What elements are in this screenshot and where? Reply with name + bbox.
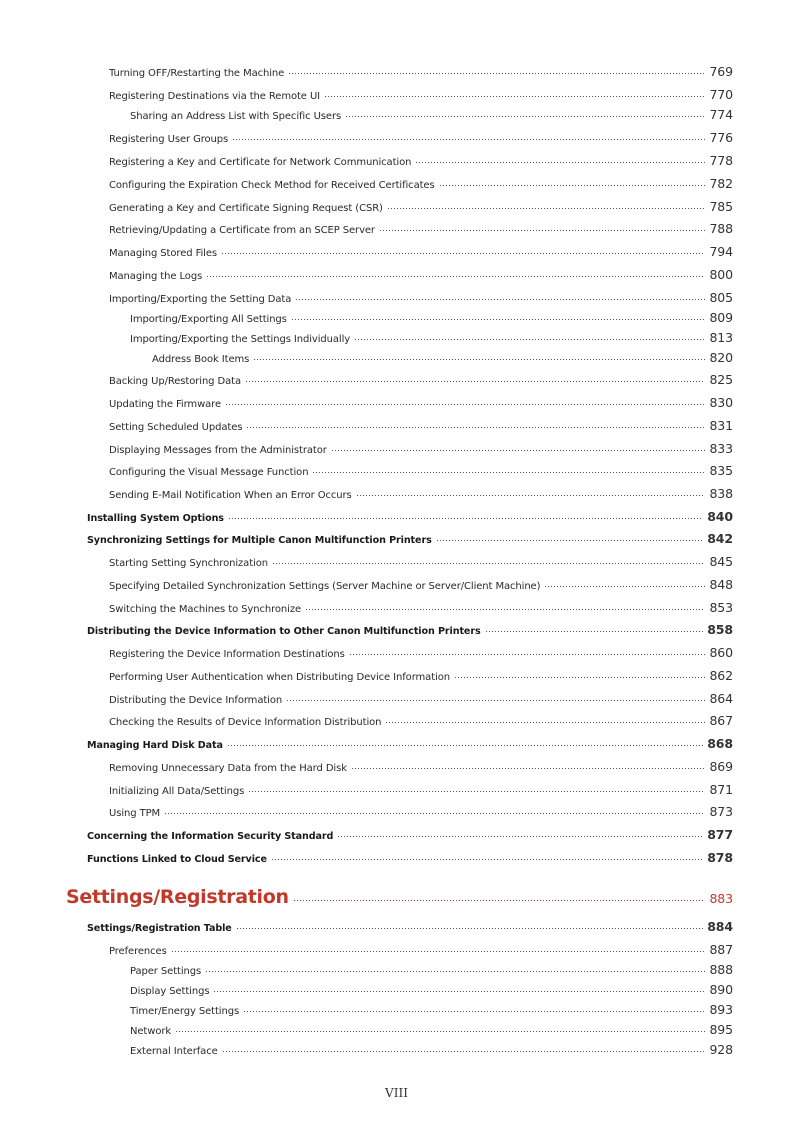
toc-entry[interactable] — [109, 554, 733, 569]
toc-entry-title: Display Settings — [130, 986, 210, 997]
dot-leader — [337, 830, 703, 840]
toc-entry-page: 867 — [709, 713, 733, 728]
dot-leader — [271, 853, 703, 863]
toc-entry-title: Displaying Messages from the Administrator — [109, 445, 327, 456]
toc-entry[interactable] — [130, 1022, 733, 1037]
toc-entry-page: 830 — [709, 395, 733, 410]
toc-entry-page: 884 — [707, 919, 733, 934]
dot-leader — [164, 807, 705, 817]
toc-entry[interactable] — [130, 330, 733, 345]
toc-entry-title: Network — [130, 1026, 172, 1037]
toc-entry-page: 858 — [707, 622, 733, 637]
toc-entry-title: Installing System Options — [87, 513, 224, 524]
toc-entry[interactable] — [109, 244, 733, 259]
toc-entry[interactable] — [130, 1042, 733, 1057]
toc-entry-title: Turning OFF/Restarting the Machine — [109, 68, 285, 79]
dot-leader — [253, 353, 705, 363]
toc-entry-page: 860 — [709, 645, 733, 660]
toc-entry[interactable] — [109, 942, 733, 957]
toc-entry-page: 887 — [709, 942, 733, 957]
toc-entry[interactable] — [109, 668, 733, 683]
toc-entry-page: 788 — [709, 221, 733, 236]
toc-entry-page: 833 — [709, 441, 733, 456]
toc-entry-page: 838 — [709, 486, 733, 501]
toc-entry-page: 878 — [707, 850, 733, 865]
toc-entry[interactable] — [109, 691, 733, 706]
toc-entry-page: 869 — [709, 759, 733, 774]
dot-leader — [272, 557, 705, 567]
toc-entry-page: 864 — [709, 691, 733, 706]
toc-entry-page: 928 — [709, 1042, 733, 1057]
toc-entry-title: Functions Linked to Cloud Service — [87, 854, 267, 865]
toc-entry-page: 862 — [709, 668, 733, 683]
toc-entry-page: 871 — [709, 782, 733, 797]
toc-entry-page: 873 — [709, 804, 733, 819]
toc-entry[interactable] — [87, 919, 733, 934]
toc-entry[interactable] — [109, 267, 733, 282]
toc-entry-title: Configuring the Expiration Check Method for Received Certificates — [109, 180, 435, 191]
toc-entry[interactable] — [109, 486, 733, 501]
dot-leader — [485, 625, 704, 635]
dot-leader — [349, 648, 706, 658]
toc-entry-title: Sending E-Mail Notification When an Error Occurs — [109, 490, 352, 501]
toc-entry-page: 845 — [709, 554, 733, 569]
toc-entry-title: Removing Unnecessary Data from the Hard Disk — [109, 763, 347, 774]
toc-entry[interactable] — [130, 107, 733, 122]
page-number: VIII — [385, 1086, 408, 1100]
toc-entry-title: Paper Settings — [130, 966, 202, 977]
toc-entry[interactable] — [109, 176, 733, 191]
toc-entry[interactable] — [109, 759, 733, 774]
dot-leader — [436, 534, 704, 544]
toc-entry-title: Updating the Firmware — [109, 399, 222, 410]
toc-entry[interactable] — [130, 310, 733, 325]
dot-leader — [232, 133, 705, 143]
toc-entry[interactable] — [130, 1002, 733, 1017]
toc-entry-page: 831 — [709, 418, 733, 433]
toc-entry-page: 883 — [709, 891, 733, 906]
toc-entry-page: 776 — [709, 130, 733, 145]
dot-leader — [415, 156, 705, 166]
toc-entry-page: 782 — [709, 176, 733, 191]
toc-entry[interactable] — [109, 395, 733, 410]
toc-entry[interactable] — [130, 962, 733, 977]
toc-entry[interactable] — [87, 531, 733, 546]
dot-leader — [171, 945, 706, 955]
dot-leader — [544, 580, 705, 590]
toc-entry[interactable] — [87, 736, 733, 751]
toc-entry[interactable] — [109, 87, 733, 102]
toc-entry-page: 893 — [709, 1002, 733, 1017]
toc-entry-title: Timer/Energy Settings — [130, 1006, 240, 1017]
toc-entry-title: Importing/Exporting All Settings — [130, 314, 287, 325]
toc-entry-page: 888 — [709, 962, 733, 977]
toc-entry-title: Managing Stored Files — [109, 248, 218, 259]
dot-leader — [222, 1045, 706, 1055]
toc-entry-title: Retrieving/Updating a Certificate from an SCEP Server — [109, 225, 375, 236]
toc-entry-title: Importing/Exporting the Setting Data — [109, 294, 292, 305]
toc-entry-page: 794 — [709, 244, 733, 259]
toc-entry-page: 835 — [709, 463, 733, 478]
toc-entry-title: Setting Scheduled Updates — [109, 422, 243, 433]
toc-entry[interactable] — [152, 350, 733, 365]
toc-entry-title: Registering a Key and Certificate for Network Communication — [109, 157, 412, 168]
toc-entry-page: 778 — [709, 153, 733, 168]
dot-leader — [288, 67, 705, 77]
dot-leader — [295, 293, 705, 303]
toc-entry[interactable] — [130, 982, 733, 997]
dot-leader — [324, 90, 705, 100]
dot-leader — [356, 489, 706, 499]
toc-entry-page: 825 — [709, 372, 733, 387]
dot-leader — [305, 603, 705, 613]
dot-leader — [245, 375, 705, 385]
dot-leader — [228, 512, 703, 522]
dot-leader — [206, 270, 705, 280]
toc-entry-title: Checking the Results of Device Information Distribution — [109, 717, 382, 728]
toc-entry[interactable] — [109, 221, 733, 236]
dot-leader — [225, 398, 705, 408]
toc-entry[interactable] — [109, 290, 733, 305]
toc-entry-title: Backing Up/Restoring Data — [109, 376, 241, 387]
dot-leader — [291, 313, 706, 323]
dot-leader — [286, 694, 705, 704]
toc-entry-title: Managing Hard Disk Data — [87, 740, 223, 751]
toc-entry-title: Performing User Authentication when Distributing Device Information — [109, 672, 450, 683]
dot-leader — [439, 179, 706, 189]
dot-leader — [379, 224, 705, 234]
dot-leader — [236, 922, 703, 932]
toc-entry-page: 842 — [707, 531, 733, 546]
dot-leader — [354, 333, 705, 343]
toc-entry-page: 809 — [709, 310, 733, 325]
toc-entry[interactable] — [109, 130, 733, 145]
toc-entry-title: Using TPM — [109, 808, 161, 819]
toc-entry-title: Specifying Detailed Synchronization Settings (Server Machine or Server/Client Machine) — [109, 581, 541, 592]
toc-entry-title: Initializing All Data/Settings — [109, 786, 245, 797]
dot-leader — [331, 444, 706, 454]
dot-leader — [293, 894, 706, 904]
dot-leader — [385, 716, 705, 726]
toc-entry[interactable] — [109, 64, 733, 79]
toc-entry-title: Registering Destinations via the Remote UI — [109, 91, 321, 102]
toc-entry-title: Starting Setting Synchronization — [109, 558, 268, 569]
toc-entry-page: 840 — [707, 509, 733, 524]
toc-entry-title: Settings/Registration Table — [87, 923, 232, 934]
toc-entry-title: Switching the Machines to Synchronize — [109, 604, 302, 615]
toc-entry-page: 770 — [709, 87, 733, 102]
toc-entry-page: 853 — [709, 600, 733, 615]
toc-entry[interactable] — [109, 713, 733, 728]
toc-entry[interactable] — [87, 827, 733, 842]
toc-entry[interactable] — [109, 577, 733, 592]
toc-chapter-heading[interactable] — [66, 886, 733, 908]
dot-leader — [345, 110, 705, 120]
toc-entry[interactable] — [109, 418, 733, 433]
toc-entry[interactable] — [109, 600, 733, 615]
toc-entry-page: 813 — [709, 330, 733, 345]
toc-entry-title: Generating a Key and Certificate Signing Request (CSR) — [109, 203, 383, 214]
toc-entry-page: 769 — [709, 64, 733, 79]
toc-entry-page: 785 — [709, 199, 733, 214]
dot-leader — [227, 739, 703, 749]
dot-leader — [175, 1025, 705, 1035]
toc-entry-page: 805 — [709, 290, 733, 305]
dot-leader — [221, 247, 705, 257]
dot-leader — [351, 762, 706, 772]
dot-leader — [213, 985, 705, 995]
toc-entry-title: Configuring the Visual Message Function — [109, 467, 309, 478]
toc-entry-title: External Interface — [130, 1046, 218, 1057]
toc-entry-title: Managing the Logs — [109, 271, 203, 282]
toc-entry-title: Sharing an Address List with Specific Users — [130, 111, 342, 122]
toc-entry-title: Distributing the Device Information to Other Canon Multifunction Printers — [87, 626, 481, 637]
toc-entry[interactable] — [109, 372, 733, 387]
toc-entry-title: Concerning the Information Security Standard — [87, 831, 334, 842]
toc-entry-title: Preferences — [109, 946, 167, 957]
toc-entry[interactable] — [109, 645, 733, 660]
toc-entry[interactable] — [87, 850, 733, 865]
toc-entry-title: Registering the Device Information Destinations — [109, 649, 345, 660]
dot-leader — [454, 671, 705, 681]
toc-entry-page: 800 — [709, 267, 733, 282]
toc-entry[interactable] — [109, 153, 733, 168]
toc-entry-title: Settings/Registration — [66, 886, 289, 908]
toc-entry[interactable] — [109, 441, 733, 456]
dot-leader — [205, 965, 705, 975]
toc-entry[interactable] — [109, 199, 733, 214]
dot-leader — [248, 785, 705, 795]
toc-entry-page: 774 — [709, 107, 733, 122]
toc-entry-title: Address Book Items — [152, 354, 250, 365]
dot-leader — [387, 202, 706, 212]
toc-entry-title: Distributing the Device Information — [109, 695, 283, 706]
toc-entry-page: 868 — [707, 736, 733, 751]
toc-entry-page: 848 — [709, 577, 733, 592]
toc-entry[interactable] — [109, 804, 733, 819]
toc-entry[interactable] — [87, 622, 733, 637]
toc-entry-page: 820 — [709, 350, 733, 365]
toc-entry-page: 877 — [707, 827, 733, 842]
toc-entry[interactable] — [109, 463, 733, 478]
toc-entry-title: Registering User Groups — [109, 134, 229, 145]
toc-entry[interactable] — [87, 509, 733, 524]
toc-entry-title: Importing/Exporting the Settings Individually — [130, 334, 351, 345]
dot-leader — [243, 1005, 705, 1015]
toc-entry-title: Synchronizing Settings for Multiple Canon Multifunction Printers — [87, 535, 432, 546]
dot-leader — [312, 466, 705, 476]
toc-entry-page: 895 — [709, 1022, 733, 1037]
dot-leader — [246, 421, 705, 431]
toc-entry-page: 890 — [709, 982, 733, 997]
toc-entry[interactable] — [109, 782, 733, 797]
